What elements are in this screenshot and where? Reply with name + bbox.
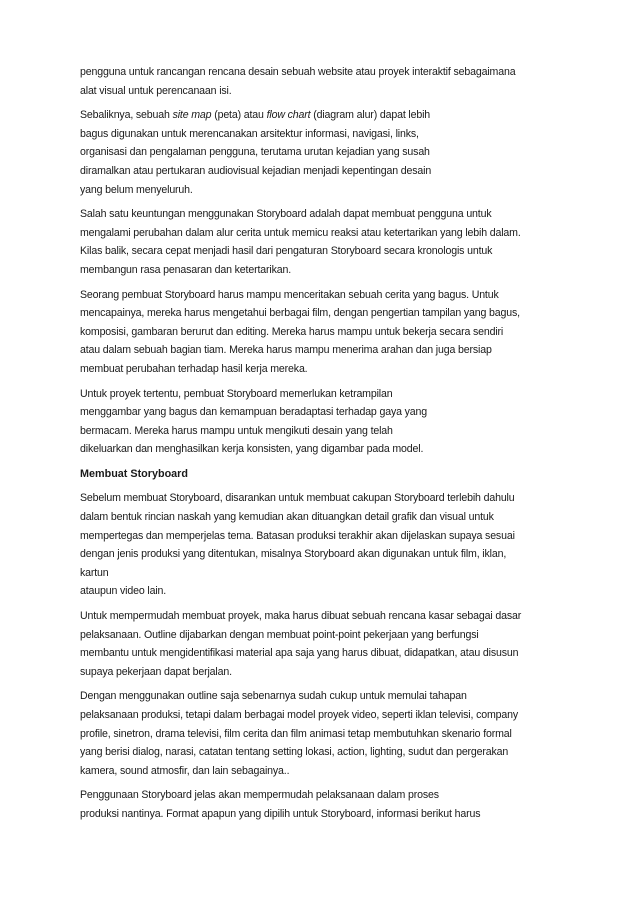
italic-term: flow chart (266, 109, 311, 122)
text-line: supaya pekerjaan dapat berjalan. (80, 665, 232, 678)
text-line: yang berisi dialog, narasi, catatan tentang setting lokasi, action, lighting, sudut dan pergerakan (80, 746, 509, 759)
paragraph-9 (80, 786, 572, 823)
text-line: kamera, sound atmosfir, dan lain sebagainya.. (80, 764, 290, 777)
paragraph-1 (80, 63, 572, 100)
paragraph-7 (80, 607, 572, 681)
text-line: kartun (80, 566, 109, 579)
text-line: Kilas balik, secara cepat menjadi hasil dari pengaturan Storyboard secara kronologis untuk (80, 245, 493, 258)
text-line: membuat perubahan terhadap hasil kerja mereka. (80, 362, 308, 375)
text-line: diramalkan atau pertukaran audiovisual kejadian menjadi kepentingan desain (80, 164, 432, 177)
text-line-with-italic-terms: Sebaliknya, sebuah site map (peta) atau flow chart (diagram alur) dapat lebih (80, 109, 431, 122)
text-line: profile, sinetron, drama televisi, film cerita dan film animasi tetap membutuhkan skenario formal (80, 727, 512, 740)
paragraph-2 (80, 106, 572, 199)
text-line: dikeluarkan dan menghasilkan kerja konsisten, yang digambar pada model. (80, 443, 424, 456)
text-line: bermacam. Mereka harus mampu untuk mengikuti desain yang telah (80, 424, 393, 437)
paragraph-6 (80, 489, 572, 601)
text-line: ataupun video lain. (80, 585, 167, 598)
document-page (80, 63, 572, 830)
text-line: Untuk mempermudah membuat proyek, maka harus dibuat sebuah rencana kasar sebagai dasar (80, 610, 522, 623)
text-line: Dengan menggunakan outline saja sebenarnya sudah cukup untuk memulai tahapan (80, 690, 467, 703)
paragraph-4 (80, 286, 572, 379)
paragraph-3 (80, 205, 572, 279)
text-line: dalam bentuk rincian naskah yang kemudian akan dituangkan detail grafik dan visual untuk (80, 511, 494, 524)
text-line: yang belum menyeluruh. (80, 183, 193, 196)
text-line: produksi nantinya. Format apapun yang dipilih untuk Storyboard, informasi berikut harus (80, 807, 481, 820)
text-line: mempertegas dan memperjelas tema. Batasan produksi terakhir akan dijelaskan supaya sesuai (80, 529, 515, 542)
paragraph-8 (80, 687, 572, 780)
text-line: mengalami perubahan dalam alur cerita untuk memicu reaksi atau ketertarikan yang lebih dalam. (80, 226, 521, 239)
text-line: Sebelum membuat Storyboard, disarankan untuk membuat cakupan Storyboard terlebih dahulu (80, 492, 515, 505)
text-line: Untuk proyek tertentu, pembuat Storyboard memerlukan ketrampilan (80, 387, 393, 400)
text-line: pengguna untuk rancangan rencana desain sebuah website atau proyek interaktif sebagaimana (80, 66, 516, 78)
text-line: Penggunaan Storyboard jelas akan mempermudah pelaksanaan dalam proses (80, 789, 439, 802)
text-line: pelaksanaan. Outline dijabarkan dengan membuat point-point pekerjaan yang berfungsi (80, 628, 479, 641)
text-line: membantu untuk mengidentifikasi material apa saja yang harus dibuat, didapatkan, atau disusun (80, 647, 519, 660)
text-line: atau dalam sebuah bagian tiam. Mereka harus mampu menerima arahan dan juga bersiap (80, 344, 492, 357)
text-line: dengan jenis produksi yang ditentukan, misalnya Storyboard akan digunakan untuk film, iklan, (80, 548, 507, 561)
text-line: pelaksanaan produksi, tetapi dalam berbagai model proyek video, seperti iklan televisi, company (80, 709, 519, 721)
text-line: membangun rasa penasaran dan ketertarikan. (80, 263, 292, 276)
text-line: organisasi dan pengalaman pengguna, terutama urutan kejadian yang susah (80, 146, 430, 159)
text-line: bagus digunakan untuk merencanakan arsitektur informasi, navigasi, links, (80, 127, 419, 140)
text-line: menggambar yang bagus dan kemampuan beradaptasi terhadap gaya yang (80, 406, 428, 419)
text-line: mencapainya, mereka harus mengetahui berbagai film, dengan pengertian tampilan yang bagus, (80, 307, 520, 320)
text-line: Seorang pembuat Storyboard harus mampu menceritakan sebuah cerita yang bagus. Untuk (80, 288, 499, 301)
text-line: Salah satu keuntungan menggunakan Storyboard adalah dapat membuat pengguna untuk (80, 208, 492, 221)
paragraph-5 (80, 385, 572, 459)
italic-term: site map (172, 109, 212, 122)
section-heading: Membuat Storyboard (80, 467, 188, 480)
text-line: alat visual untuk perencanaan isi. (80, 84, 232, 97)
text-line: komposisi, gambaran berurut dan editing. Mereka harus mampu untuk bekerja secara sendiri (80, 325, 504, 338)
